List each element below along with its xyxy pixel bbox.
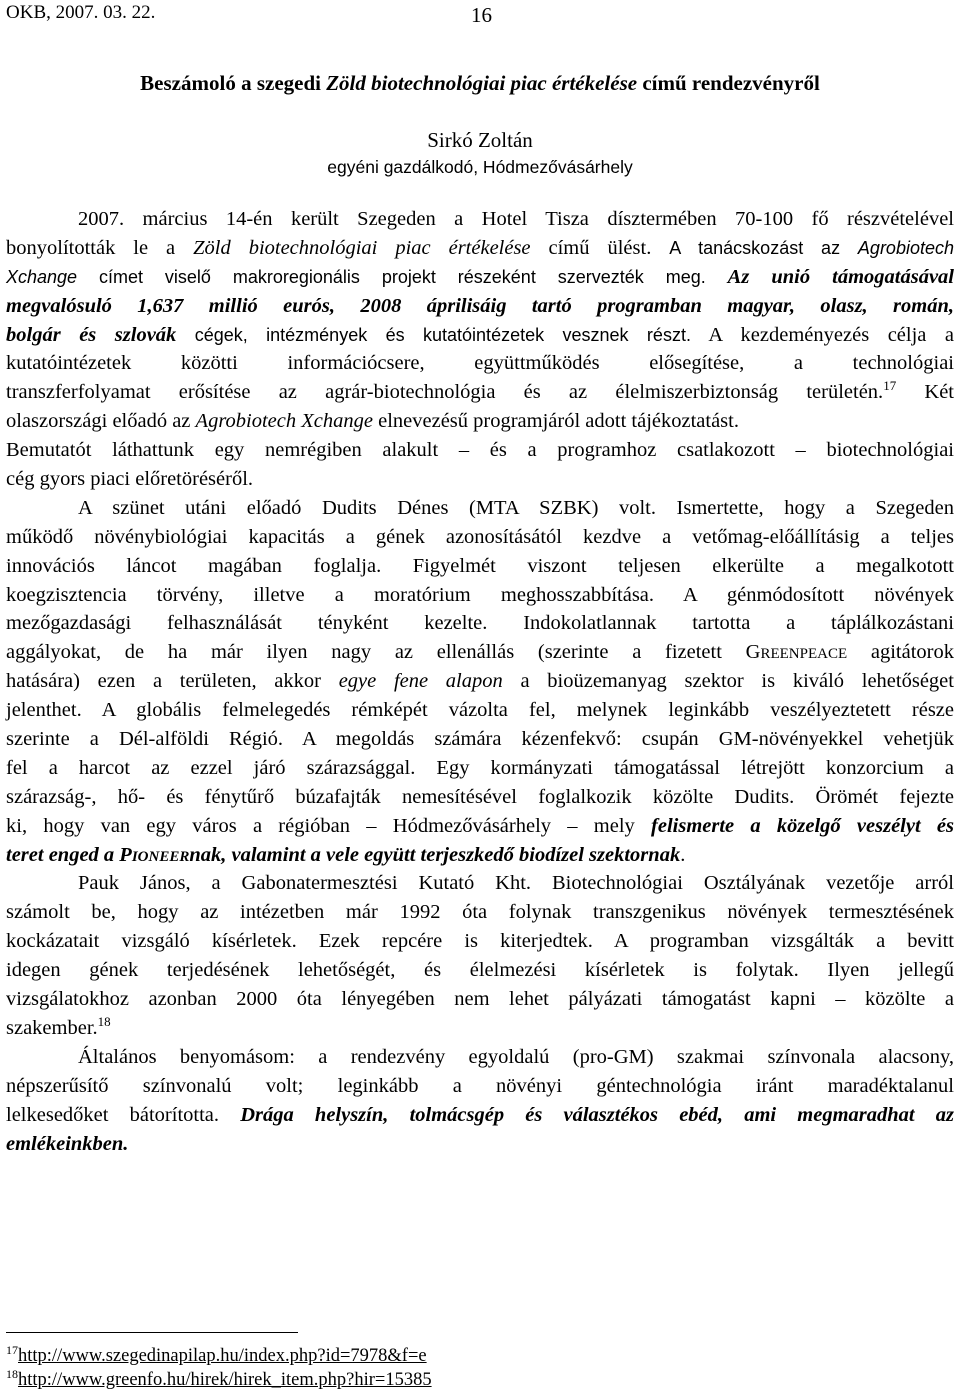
footnote-17: $^{17}$http://www.szegedinapilap.hu/index.php?id=7978&f=e bbox=[6, 1343, 427, 1366]
header-date: OKB, 2007. 03. 22. bbox=[6, 2, 156, 23]
text-line: bolgár és szlovák cégek, intézmények és kutatóintézetek vesznek részt. A kezdeményezés célja a bbox=[6, 323, 955, 346]
text-line: bonyolították le a Zöld biotechnológiai piac értékelése című ülést. A tanácskozást az Agrobiotech bbox=[6, 236, 954, 259]
paragraph-2 bbox=[6, 494, 954, 870]
footnotes bbox=[6, 1344, 432, 1392]
footnote-ref: 18 bbox=[97, 1013, 111, 1029]
footnote-link[interactable]: http://www.greenfo.hu/hirek/hirek_item.php?hir=15385 bbox=[18, 1370, 432, 1390]
text-line: megvalósuló 1,637 millió eurós, 2008 áprilisáig tartó programban magyar, olasz, román, bbox=[6, 294, 954, 317]
text-line: mezőgazdasági felhasználását tényként kezelte. Indokolatlannak tartotta a táplálkozástani bbox=[6, 612, 954, 635]
text-line: teret enged a PIONEERnak, valamint a vele együtt terjeszkedő biodízel szektornak. bbox=[6, 843, 686, 866]
paragraph-3 bbox=[6, 869, 954, 1042]
text-line: hatására) ezen a területen, akkor egye fene alapon a bioüzemanyag szektor is kiváló lehetőséget bbox=[6, 670, 954, 693]
text-line: A szünet utáni előadó Dudits Dénes (MTA SZBK) volt. Ismertette, hogy a Szegeden bbox=[78, 496, 954, 519]
footnote-link[interactable]: http://www.szegedinapilap.hu/index.php?id=7978&f=e bbox=[18, 1346, 427, 1366]
text-line: népszerűsítő színvonalú volt; leginkább a növényi géntechnológia iránt maradéktalanul bbox=[6, 1074, 954, 1097]
text-line: Bemutatót láthattunk egy nemrégiben alakult – és a programhoz csatlakozott – biotechnológiai bbox=[6, 439, 954, 462]
text-line: kutatóintézetek közötti információcsere, együttműködés elősegítése, a technológiai bbox=[6, 352, 954, 375]
footnote-separator bbox=[6, 1332, 298, 1333]
text-line: fel a harcot az ezzel járó szárazsággal. Egy kormányzati támogatással létrejött konzorcium a bbox=[6, 756, 954, 779]
text-line: Pauk János, a Gabonatermesztési Kutató Kht. Biotechnológiai Osztályának vezetője arról bbox=[78, 872, 954, 895]
article-body bbox=[6, 205, 954, 1158]
text-line: emlékeinkben. bbox=[6, 1132, 129, 1155]
text-line: 2007. március 14-én került Szegeden a Hotel Tisza dísztermében 70-100 fő részvételével bbox=[78, 208, 954, 230]
text-line: olaszországi előadó az Agrobiotech Xchange elnevezésű programjáról adott tájékoztatást. bbox=[6, 410, 739, 433]
text-line: lelkesedőket bátorította. Drága helyszín, tolmácsgép és választékos ebéd, ami megmaradhat az bbox=[6, 1103, 954, 1126]
text-line: cég gyors piaci előretöréséről. bbox=[6, 468, 254, 491]
text-line: szakember.$^{18}$ bbox=[6, 1013, 111, 1039]
footnote-18: $^{18}$http://www.greenfo.hu/hirek/hirek_item.php?hir=15385 bbox=[6, 1367, 432, 1390]
text-line: ki, hogy van egy város a régióban – Hódmezővásárhely – mely felismerte a közelgő veszélyt és bbox=[6, 814, 955, 837]
page-title: Beszámoló a szegedi Zöld biotechnológiai piac értékelése című rendezvényről bbox=[140, 71, 820, 95]
text-line: szerinte a Dél-alföldi Régió. A megoldás számára kézenfekvő: csupán GM-növényekkel vehetjük bbox=[6, 728, 954, 751]
paragraph-4 bbox=[6, 1043, 954, 1159]
text-line: Általános benyomásom: a rendezvény egyoldalú (pro-GM) szakmai színvonala alacsony, bbox=[78, 1045, 954, 1068]
text-line: koegzisztencia törvény, illetve a moratórium meghosszabbítása. A génmódosított növények bbox=[6, 583, 954, 606]
text-line: Xchange címet viselő makroregionális projekt részeként szervezték meg. Az unió támogatásával bbox=[6, 265, 954, 288]
author-name: Sirkó Zoltán bbox=[427, 128, 533, 152]
footnote-ref: 17 bbox=[883, 378, 897, 394]
author-affiliation: egyéni gazdálkodó, Hódmezővásárhely bbox=[327, 157, 633, 177]
text-line: transzferfolyamat erősítése az agrár-biotechnológia és az élelmiszerbiztonság területén.$^{17}$ Két bbox=[6, 378, 954, 404]
text-line: idegen gének terjedésének lehetőségét, és élelmezési kísérletek is folytak. Ilyen jellegű bbox=[6, 959, 954, 982]
text-line: vizsgálatokhoz azonban 2000 óta lényegében nem lehet pályázati támogatást kapni – közölte a bbox=[6, 988, 954, 1011]
paragraph-1 bbox=[6, 205, 954, 494]
text-line: kockázatait vizsgáló kísérletek. Ezek repcére is kiterjedtek. A programban vizsgálták a bevitt bbox=[6, 930, 954, 953]
text-line: jelenthet. A globális felmelegedés rémképét vázolta fel, melynek leginkább veszélyeztetett része bbox=[6, 699, 954, 722]
page-number: 16 bbox=[471, 3, 492, 27]
text-line: működő növénybiológiai kapacitás a gének azonosításától kezdve a vetőmag-előállításig a teljes bbox=[6, 525, 954, 548]
text-line: innovációs láncot magában foglalja. Figyelmét viszont teljesen elkerülte a megalkotott bbox=[6, 554, 954, 577]
text-line: számolt be, hogy az intézetben már 1992 óta folynak transzgenikus növények termesztésének bbox=[6, 901, 954, 924]
text-line: szárazság-, hő- és fénytűrő búzafajták nemesítésével foglalkozik közölte Dudits. Örömét fejezte bbox=[6, 785, 954, 808]
text-line: aggályokat, de ha már ilyen nagy az ellenállás (szerinte a fizetett GREENPEACE agitátorok bbox=[6, 641, 954, 664]
